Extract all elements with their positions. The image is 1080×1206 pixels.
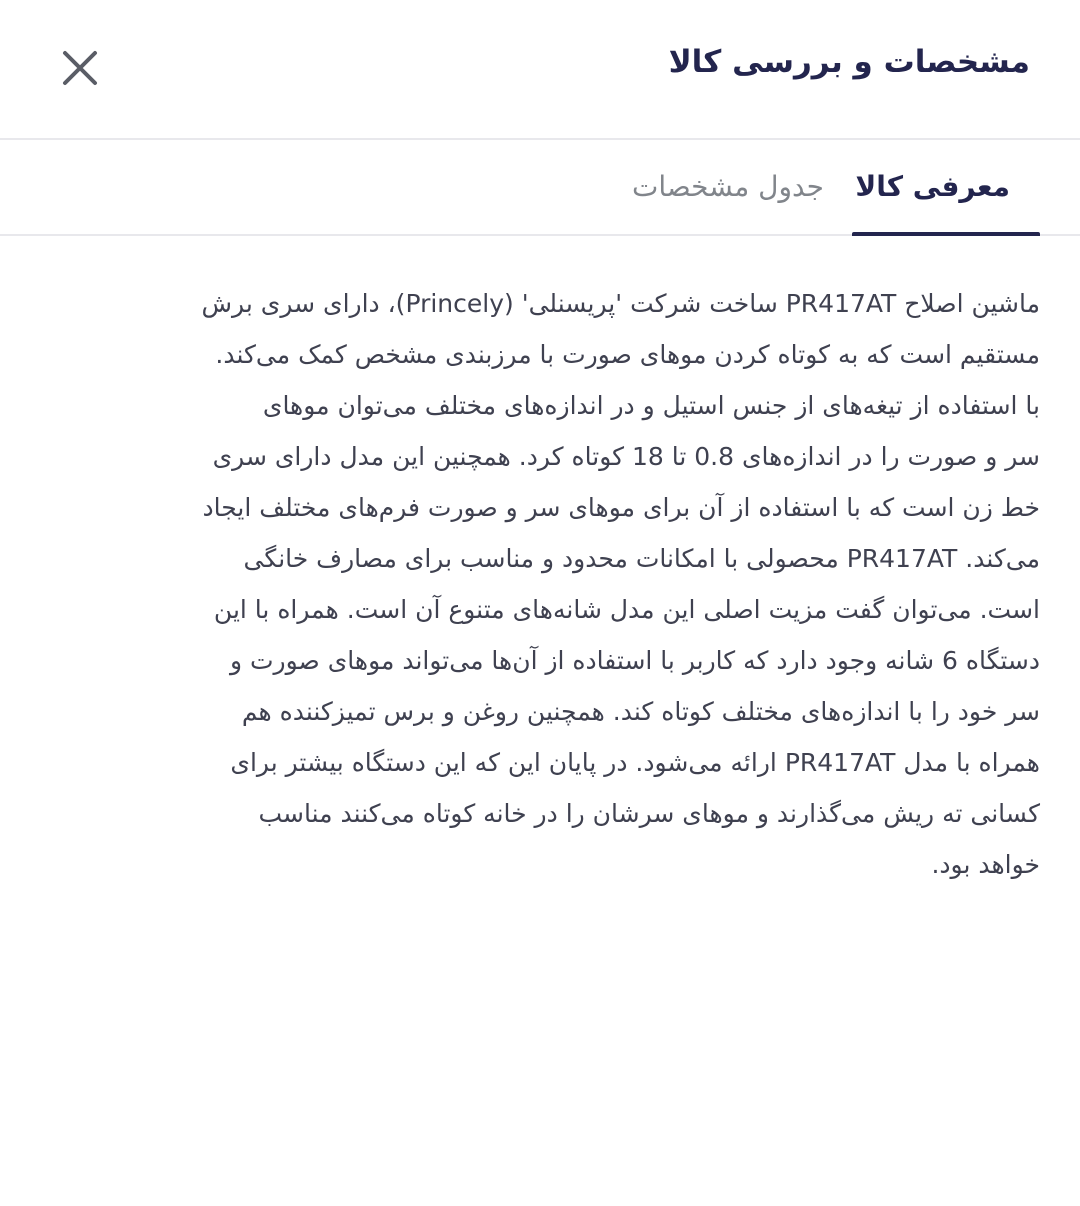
close-icon <box>58 46 102 90</box>
description-line: می‌کند. PR417AT محصولی با امکانات محدود و مناسب برای مصارف خانگی <box>243 544 1040 573</box>
page-title: مشخصات و بررسی کالا <box>668 44 1030 80</box>
description-line: است. می‌توان گفت مزیت اصلی این مدل شانه‌های متنوع آن است. همراه با این <box>213 595 1040 624</box>
description-line: ماشین اصلاح PR417AT ساخت شرکت 'پریسنلی' (Princely)، دارای سری برش <box>201 289 1040 318</box>
tab-specifications[interactable]: جدول مشخصات <box>632 170 824 203</box>
description-line: دستگاه 6 شانه وجود دارد که کاربر با استفاده از آن‌ها می‌تواند موهای صورت و <box>230 646 1040 675</box>
modal-header <box>0 0 1080 140</box>
description-line: خواهد بود. <box>931 850 1040 879</box>
description-line: مستقیم است که به کوتاه کردن موهای صورت با مرزبندی مشخص کمک می‌کند. <box>215 340 1040 369</box>
product-description <box>40 278 1040 890</box>
tab-bar <box>0 140 1080 236</box>
description-line: همراه با مدل PR417AT ارائه می‌شود. در پایان این که این دستگاه بیشتر برای <box>230 748 1040 777</box>
description-line: کسانی ته ریش می‌گذارند و موهای سرشان را در خانه کوتاه می‌کنند مناسب <box>258 799 1040 828</box>
description-line: با استفاده از تیغه‌های از جنس استیل و در اندازه‌های مختلف می‌توان موهای <box>262 391 1040 420</box>
description-line: سر خود را با اندازه‌های مختلف کوتاه کند. همچنین روغن و برس تمیزکننده هم <box>241 697 1040 726</box>
active-tab-indicator <box>852 232 1040 236</box>
description-line: سر و صورت را در اندازه‌های 0.8 تا 18 کوتاه کرد. همچنین این مدل دارای سری <box>212 442 1040 471</box>
close-button[interactable] <box>58 46 102 90</box>
tab-product-intro[interactable]: معرفی کالا <box>855 170 1010 203</box>
description-line: خط زن است که با استفاده از آن برای موهای سر و صورت فرم‌های مختلف ایجاد <box>202 493 1040 522</box>
